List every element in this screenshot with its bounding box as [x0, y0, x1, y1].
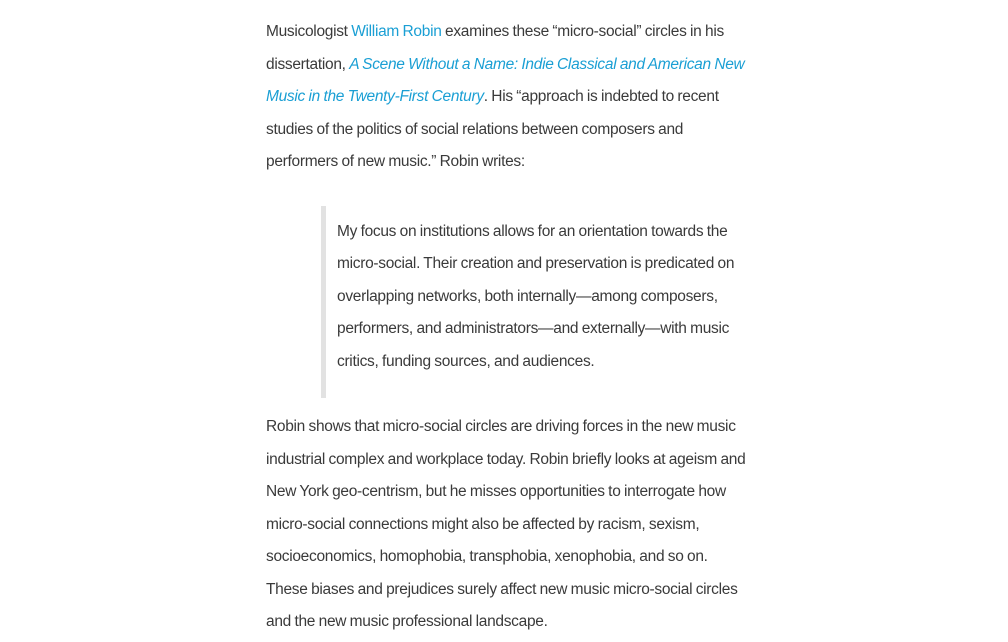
blockquote-text: My focus on institutions allows for an orientation towards the micro-social. Their creation and preservation is predicated on overlapping networks, both internally—among composers, performers, and administrators—and externally—with music critics, funding sources, and audiences.	[337, 222, 735, 370]
dissertation-title-link[interactable]: A Scene Without a Name: Indie Classical and American New Music in the Twenty-First Century	[266, 55, 745, 105]
article-body	[266, 16, 752, 639]
intro-text-end: . His “approach is indebted to recent studies of the politics of social relations between composers and performers of new music.” Robin writes:	[266, 88, 719, 170]
paragraph-intro	[266, 16, 752, 179]
blockquote	[321, 206, 737, 399]
intro-text-middle: examines these “micro-social” circles in his dissertation,	[266, 23, 724, 73]
intro-text-start: Musicologist	[266, 23, 352, 40]
author-link[interactable]: William Robin	[351, 23, 442, 40]
paragraph-analysis: Robin shows that micro-social circles are driving forces in the new music industrial complex and workplace today. Robin briefly looks at ageism and New York geo-centrism, but he misses opportunities to interrogate how micro-social connections might also be affected by racism, sexism, socioeconomics, homophobia, transphobia, xenophobia, and so on. These biases and prejudices surely affect new music micro-social circles and the new music professional landscape.	[266, 418, 746, 630]
